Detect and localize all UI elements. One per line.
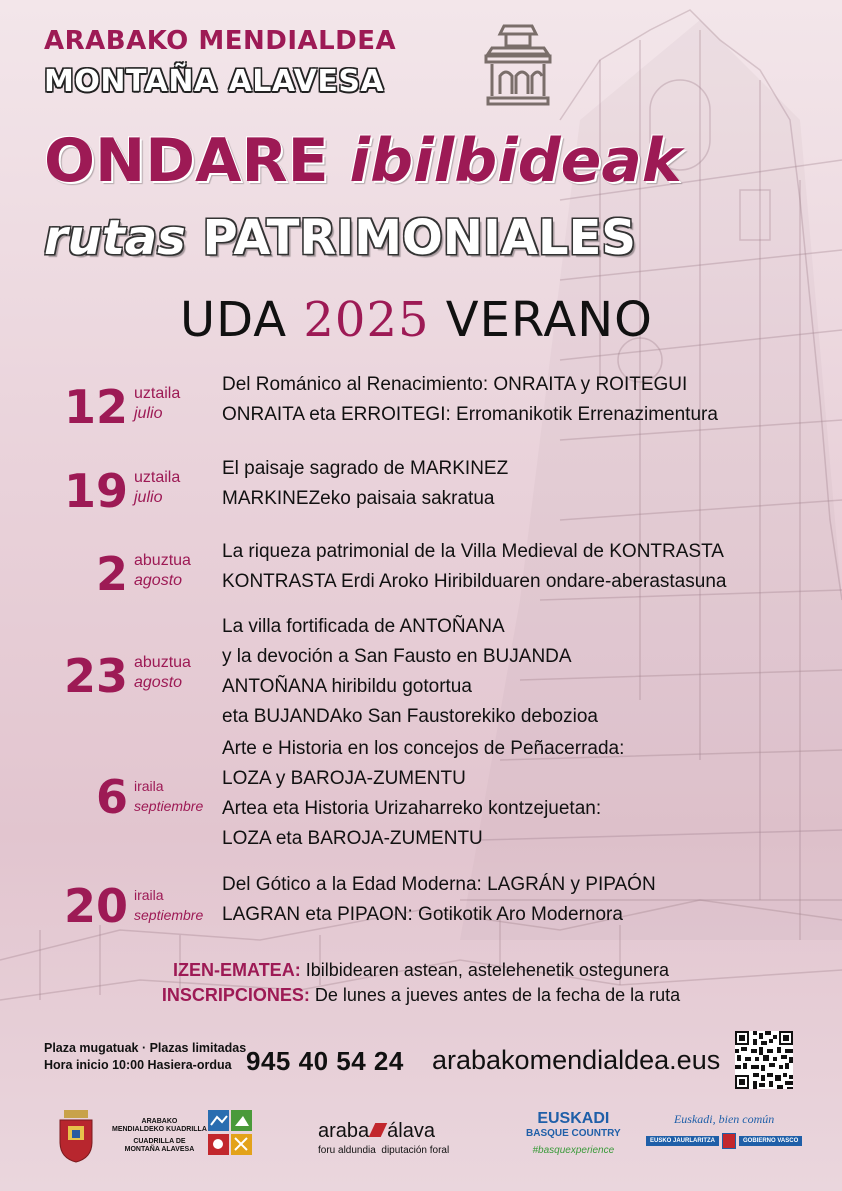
araba-name xyxy=(318,1120,449,1143)
plazas-limited: Plaza mugatuak · Plazas limitadas xyxy=(44,1041,247,1055)
route-day: 23 xyxy=(63,649,128,703)
route-month-es: agosto xyxy=(134,674,183,691)
route-month xyxy=(134,551,191,591)
route-month-es: septiembre xyxy=(134,907,204,923)
cuadrilla-name xyxy=(112,1118,207,1154)
araba-swoosh xyxy=(369,1123,388,1137)
araba-sub-es: diputación foral xyxy=(381,1145,450,1156)
route-month-eu: uztaila xyxy=(134,385,181,402)
bien-comun: Euskadi, bien común xyxy=(673,1112,775,1126)
route-month xyxy=(134,468,180,508)
route-day: 19 xyxy=(63,464,128,518)
subtitle xyxy=(44,210,636,266)
title-word-patrimoniales: PATRIMONIALES xyxy=(202,210,636,266)
basquexperience: #basquexperience xyxy=(532,1145,615,1156)
season-eu: UDA xyxy=(180,292,288,348)
route-line: Del Gótico a la Edad Moderna: LAGRÁN y PIPAÓN xyxy=(222,874,656,895)
route-month-es: septiembre xyxy=(134,798,204,814)
title-word-rutas: rutas xyxy=(44,210,186,266)
route-month-eu: abuztua xyxy=(134,552,191,569)
route-text-2 xyxy=(222,454,508,514)
alava-word: álava xyxy=(387,1120,435,1142)
route-line: ANTOÑANA hiribildu gotortua xyxy=(222,676,472,697)
route-line: Arte e Historia en los concejos de Peñacerrada: xyxy=(222,738,625,759)
route-day: 2 xyxy=(95,547,128,601)
season-year: 2025 xyxy=(303,292,430,348)
route-line: y la devoción a San Fausto en BUJANDA xyxy=(222,646,572,667)
cuadrilla-line: MENDIALDEKO KUADRILLA xyxy=(112,1126,207,1133)
website-link[interactable]: arabakomendialdea.eus xyxy=(432,1045,721,1075)
cuadrilla-line: ARABAKO xyxy=(141,1118,178,1125)
route-line: La villa fortificada de ANTOÑANA xyxy=(222,616,505,637)
route-month-es: julio xyxy=(134,405,163,422)
registration-eu-text: Ibilbidearen astean, astelehenetik ostegunera xyxy=(305,960,669,980)
route-text-6 xyxy=(222,870,656,930)
araba-word: araba xyxy=(318,1120,370,1142)
route-text-4 xyxy=(222,612,598,732)
route-month-eu: uztaila xyxy=(134,469,181,486)
route-line: MARKINEZeko paisaia sakratua xyxy=(222,488,495,509)
route-month-eu: iraila xyxy=(134,887,164,903)
registration-es-label: INSCRIPCIONES: xyxy=(161,985,310,1005)
cuadrilla-coat-of-arms xyxy=(56,1108,96,1164)
route-day: 6 xyxy=(95,770,128,824)
title-word-ondare: ONDARE xyxy=(44,126,329,196)
qr-code[interactable] xyxy=(735,1031,793,1089)
euskadi-logo xyxy=(526,1110,621,1156)
registration-eu xyxy=(0,960,842,981)
route-month xyxy=(134,384,180,424)
season-es: VERANO xyxy=(445,292,653,348)
header-spanish: MONTAÑA ALAVESA xyxy=(44,64,385,99)
route-month-es: agosto xyxy=(134,572,183,589)
cuadrilla-line: CUADRILLA DE xyxy=(133,1138,186,1145)
gobierno-vasco: GOBIERNO VASCO xyxy=(739,1136,802,1146)
eusko-jaurlaritza: EUSKO JAURLARITZA xyxy=(646,1136,719,1146)
registration-es xyxy=(0,985,842,1006)
gov-band xyxy=(646,1133,802,1149)
route-month-eu: abuztua xyxy=(134,654,191,671)
route-line: La riqueza patrimonial de la Villa Medieval de KONTRASTA xyxy=(222,541,724,562)
route-month-es: julio xyxy=(134,489,163,506)
start-time: Hora inicio 10:00 Hasiera-ordua xyxy=(44,1058,232,1072)
season-line xyxy=(180,292,653,348)
route-day: 20 xyxy=(63,879,128,933)
route-text-3 xyxy=(222,537,726,597)
route-line: El paisaje sagrado de MARKINEZ xyxy=(222,458,509,479)
registration-es-text: De lunes a jueves antes de la fecha de la ruta xyxy=(314,985,681,1005)
route-month xyxy=(134,776,203,816)
route-line: LOZA eta BAROJA-ZUMENTU xyxy=(222,828,483,849)
route-month-eu: iraila xyxy=(134,778,164,794)
route-line: ONRAITA eta ERROITEGI: Erromanikotik Errenazimentura xyxy=(222,404,718,425)
basque-gov-shield xyxy=(722,1133,736,1149)
main-title xyxy=(44,126,682,196)
gobierno-vasco-logo xyxy=(646,1112,802,1149)
route-month xyxy=(134,653,191,693)
euskadi-word: EUSKADI xyxy=(537,1110,610,1127)
plazas-info xyxy=(44,1040,246,1074)
route-month xyxy=(134,885,203,925)
route-line: LAGRAN eta PIPAON: Gotikotik Aro Modernora xyxy=(222,904,623,925)
header-basque: ARABAKO MENDIALDEA xyxy=(44,26,397,56)
route-line: LOZA y BAROJA-ZUMENTU xyxy=(222,768,466,789)
araba-sub-eu: foru aldundia xyxy=(318,1145,376,1156)
route-day: 12 xyxy=(63,380,128,434)
phone-number[interactable]: 945 40 54 24 xyxy=(246,1046,404,1076)
balcony-icon xyxy=(480,22,556,106)
route-line: Del Románico al Renacimiento: ONRAITA y ROITEGUI xyxy=(222,374,688,395)
registration-eu-label: IZEN-EMATEA: xyxy=(173,960,301,980)
route-text-5 xyxy=(222,734,624,854)
route-line: Artea eta Historia Urizaharreko kontzejuetan: xyxy=(222,798,602,819)
route-line: eta BUJANDAko San Faustorekiko debozioa xyxy=(222,706,598,727)
route-text-1 xyxy=(222,370,718,430)
basque-country: BASQUE COUNTRY xyxy=(526,1128,621,1139)
tourism-logo-tiles xyxy=(208,1110,254,1160)
route-line: KONTRASTA Erdi Aroko Hiribilduaren ondare-aberastasuna xyxy=(222,571,727,592)
araba-logo xyxy=(318,1120,449,1156)
title-word-ibilbideak: ibilbideak xyxy=(349,126,682,196)
cuadrilla-line: MONTAÑA ALAVESA xyxy=(124,1146,195,1153)
araba-sub xyxy=(318,1145,449,1156)
